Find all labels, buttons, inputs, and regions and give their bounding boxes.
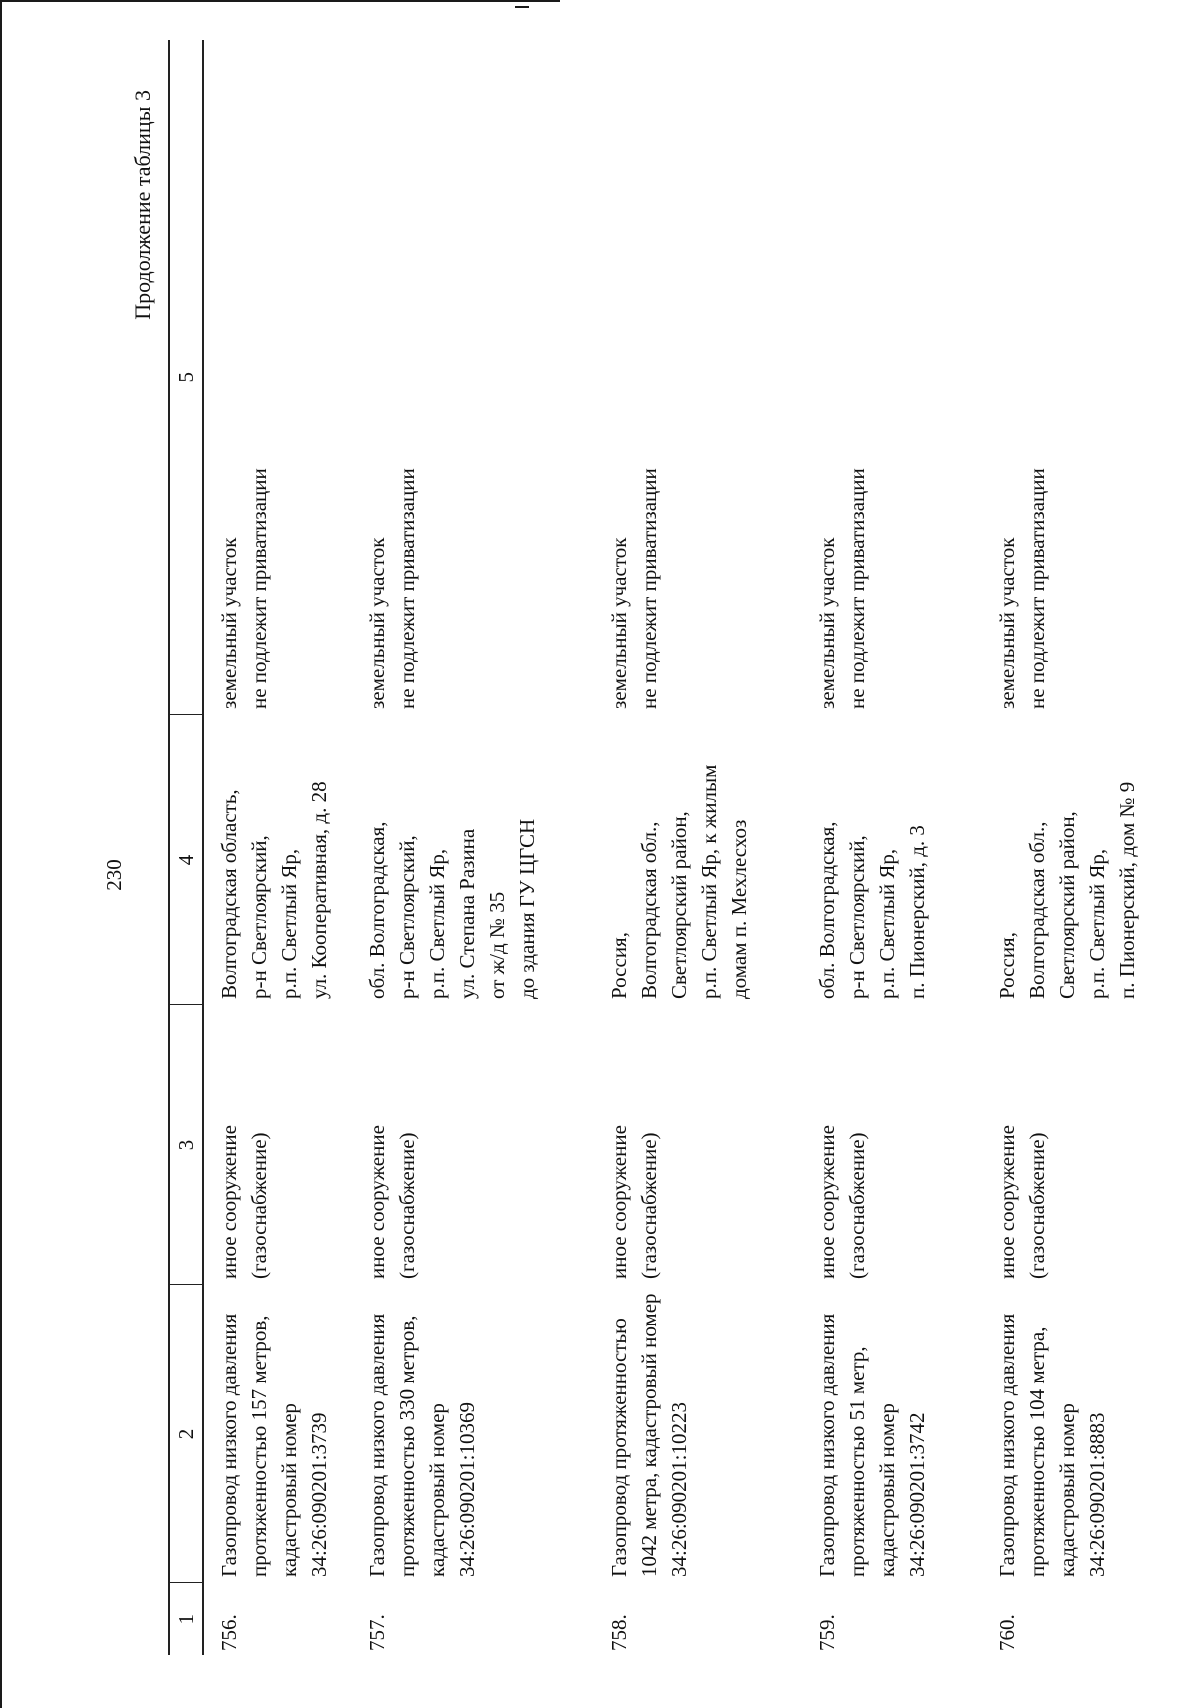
land-note-line: земельный участок (365, 537, 389, 709)
object-description-line: протяженностью 157 метров, (247, 1315, 271, 1577)
object-type (203, 1005, 362, 1285)
scan-edge-top (0, 0, 560, 2)
object-description-line: протяженностью 51 метр, (845, 1346, 869, 1577)
object-description-line: протяженностью 104 метра, (1025, 1326, 1049, 1577)
object-description-line: 34:26:090201:10369 (455, 1401, 479, 1577)
row-number: 756. (217, 1614, 241, 1651)
object-description-line: 34:26:090201:10223 (667, 1401, 691, 1577)
object-description (604, 1285, 812, 1583)
object-type (362, 1005, 604, 1285)
object-address-line: р-н Светлоярский, (395, 835, 419, 999)
land-note (362, 40, 604, 715)
object-description-line: кадастровый номер (1055, 1403, 1079, 1577)
object-address-line: Волгоградская область, (217, 789, 241, 999)
object-description-line: протяженностью 330 метров, (395, 1315, 419, 1577)
object-description (362, 1285, 604, 1583)
table-row (362, 40, 604, 1655)
column-number-2: 2 (169, 1285, 203, 1583)
column-number-4: 4 (169, 715, 203, 1005)
object-type-line: иное сооружение (217, 1125, 241, 1279)
object-address-line: Светлоярский район, (1055, 811, 1079, 999)
land-note (203, 40, 362, 715)
object-address (992, 715, 1142, 1005)
object-address (812, 715, 992, 1005)
object-address-line: р.п. Светлый Яр, к жилым (697, 764, 721, 999)
object-description-line: Газопровод низкого давления (995, 1313, 1019, 1577)
object-description-line: Газопровод низкого давления (217, 1313, 241, 1577)
object-description-line: 34:26:090201:3742 (905, 1412, 929, 1577)
row-number: 760. (995, 1614, 1019, 1651)
object-type-line: (газоснабжение) (845, 1132, 869, 1279)
scan-edge-mark (515, 6, 529, 8)
table-row (812, 40, 992, 1655)
object-type-line: (газоснабжение) (247, 1132, 271, 1279)
object-address-line: Россия, (995, 932, 1019, 999)
object-address-line: р.п. Светлый Яр, (425, 848, 449, 999)
object-address-line: р.п. Светлый Яр, (875, 848, 899, 999)
object-address-line: ул. Кооперативная, д. 28 (307, 781, 331, 999)
object-type-line: (газоснабжение) (637, 1132, 661, 1279)
land-note-line: земельный участок (995, 537, 1019, 709)
object-type-line: иное сооружение (815, 1125, 839, 1279)
land-note (992, 40, 1142, 715)
object-description-line: кадастровый номер (875, 1403, 899, 1577)
column-number-row (169, 40, 203, 1655)
object-address-line: п. Пионерский, дом № 9 (1115, 781, 1139, 999)
object-description-line: кадастровый номер (277, 1403, 301, 1577)
land-note (604, 40, 812, 715)
table-body (203, 40, 1142, 1655)
object-description-line: Газопровод низкого давления (815, 1313, 839, 1577)
object-type-line: (газоснабжение) (395, 1132, 419, 1279)
object-type (992, 1005, 1142, 1285)
object-address-line: от ж/д № 35 (485, 891, 509, 999)
object-description-line: 34:26:090201:3739 (307, 1412, 331, 1577)
land-note-line: не подлежит приватизации (845, 468, 869, 709)
land-note-line: земельный участок (815, 537, 839, 709)
object-address-line: п. Пионерский, д. 3 (905, 825, 929, 999)
object-description-line: 34:26:090201:8883 (1085, 1412, 1109, 1577)
row-number: 757. (365, 1614, 389, 1651)
object-description (992, 1285, 1142, 1583)
object-description (203, 1285, 362, 1583)
land-note-line: не подлежит приватизации (247, 468, 271, 709)
object-address-line: р.п. Светлый Яр, (277, 848, 301, 999)
object-description (812, 1285, 992, 1583)
object-address (203, 715, 362, 1005)
land-note-line: земельный участок (217, 537, 241, 709)
object-type-line: иное сооружение (365, 1125, 389, 1279)
object-address-line: р-н Светлоярский, (845, 835, 869, 999)
column-number-1: 1 (169, 1583, 203, 1655)
row-number: 759. (815, 1614, 839, 1651)
object-address-line: обл. Волгоградская, (365, 821, 389, 999)
column-number-3: 3 (169, 1005, 203, 1285)
property-table (168, 40, 1142, 1655)
object-type-line: иное сооружение (995, 1125, 1019, 1279)
object-description-line: Газопровод низкого давления (365, 1313, 389, 1577)
object-address (604, 715, 812, 1005)
object-description-line: 1042 метра, кадастровый номер (637, 1293, 661, 1577)
page-number: 230 (102, 859, 126, 891)
table-row (604, 40, 812, 1655)
rotated-page (20, 60, 1139, 1690)
object-address-line: обл. Волгоградская, (815, 821, 839, 999)
table-row (203, 40, 362, 1655)
land-note-line: не подлежит приватизации (1025, 468, 1049, 709)
object-address-line: домам п. Мехлесхоз (727, 819, 751, 999)
object-address-line: Светлоярский район, (667, 811, 691, 999)
object-description-line: Газопровод протяженностью (607, 1318, 631, 1577)
object-address-line: Волгоградская обл., (637, 821, 661, 999)
table-row (992, 40, 1142, 1655)
object-address-line: до здания ГУ ЦГСН (515, 818, 539, 999)
table-continuation-label: Продолжение таблицы 3 (130, 90, 155, 320)
object-type-line: (газоснабжение) (1025, 1132, 1049, 1279)
object-type (812, 1005, 992, 1285)
land-note-line: не подлежит приватизации (395, 468, 419, 709)
land-note (812, 40, 992, 715)
land-note-line: не подлежит приватизации (637, 468, 661, 709)
object-description-line: кадастровый номер (425, 1403, 449, 1577)
object-address (362, 715, 604, 1005)
object-address-line: Россия, (607, 932, 631, 999)
object-address-line: ул. Степана Разина (455, 828, 479, 999)
object-type-line: иное сооружение (607, 1125, 631, 1279)
scan-edge-left (0, 0, 2, 1708)
object-type (604, 1005, 812, 1285)
object-address-line: р.п. Светлый Яр, (1085, 848, 1109, 999)
object-address-line: Волгоградская обл., (1025, 821, 1049, 999)
column-number-5: 5 (169, 40, 203, 715)
row-number: 758. (607, 1614, 631, 1651)
land-note-line: земельный участок (607, 537, 631, 709)
object-address-line: р-н Светлоярский, (247, 835, 271, 999)
